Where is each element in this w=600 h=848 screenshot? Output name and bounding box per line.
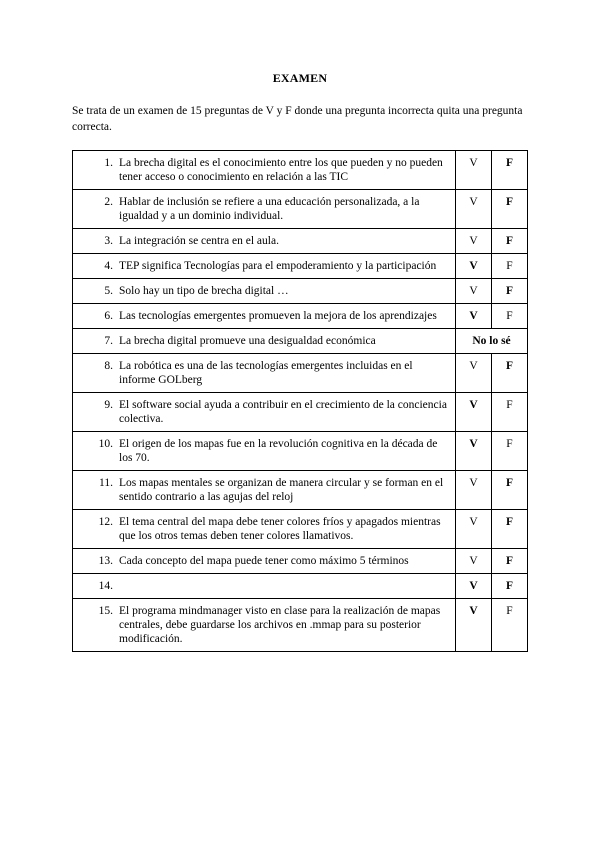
- question-number: 10.: [98, 438, 113, 450]
- question-cell: [73, 329, 456, 354]
- question-row: [73, 549, 528, 574]
- true-option[interactable]: V: [456, 432, 492, 471]
- question-row: [73, 471, 528, 510]
- question-number: 8.: [104, 360, 113, 372]
- false-option[interactable]: F: [492, 599, 528, 652]
- false-option[interactable]: F: [492, 151, 528, 190]
- question-number: 14.: [98, 580, 113, 592]
- true-option[interactable]: V: [456, 549, 492, 574]
- question-text: Hablar de inclusión se refiere a una educación personalizada, a la igualdad y a un dominio individual.: [119, 196, 420, 222]
- question-cell: [73, 471, 456, 510]
- question-cell: [73, 354, 456, 393]
- true-option[interactable]: V: [456, 190, 492, 229]
- question-number: 15.: [98, 605, 113, 617]
- question-text: La integración se centra en el aula.: [119, 235, 279, 247]
- question-number: 6.: [104, 310, 113, 322]
- question-text: Las tecnologías emergentes promueven la mejora de los aprendizajes: [119, 310, 437, 322]
- false-option[interactable]: F: [492, 354, 528, 393]
- question-cell: [73, 279, 456, 304]
- question-text: El software social ayuda a contribuir en el crecimiento de la conciencia colectiva.: [119, 399, 447, 425]
- question-number: 7.: [104, 335, 113, 347]
- true-option[interactable]: V: [456, 393, 492, 432]
- question-text: El programa mindmanager visto en clase para la realización de mapas centrales, debe guardarse los archivos en .mmap para su posterior modificación.: [119, 605, 441, 645]
- question-cell: [73, 254, 456, 279]
- question-cell: [73, 599, 456, 652]
- question-row: [73, 279, 528, 304]
- question-number: 13.: [98, 555, 113, 567]
- question-number: 3.: [104, 235, 113, 247]
- false-option[interactable]: F: [492, 510, 528, 549]
- question-row: [73, 393, 528, 432]
- false-option[interactable]: F: [492, 471, 528, 510]
- question-row: [73, 329, 528, 354]
- question-row: [73, 229, 528, 254]
- question-cell: [73, 190, 456, 229]
- question-row: [73, 304, 528, 329]
- question-text: Los mapas mentales se organizan de manera circular y se forman en el sentido contrario a las agujas del reloj: [119, 477, 444, 503]
- question-cell: [73, 229, 456, 254]
- true-option[interactable]: V: [456, 510, 492, 549]
- question-row: [73, 354, 528, 393]
- question-cell: [73, 393, 456, 432]
- true-option[interactable]: V: [456, 599, 492, 652]
- exam-title: EXAMEN: [272, 71, 328, 85]
- question-number: 4.: [104, 260, 113, 272]
- question-text: [119, 579, 449, 593]
- false-option[interactable]: F: [492, 393, 528, 432]
- false-option[interactable]: F: [492, 304, 528, 329]
- question-row: [73, 510, 528, 549]
- question-row: [73, 151, 528, 190]
- question-row: [73, 432, 528, 471]
- false-option[interactable]: F: [492, 229, 528, 254]
- question-number: 1.: [104, 157, 113, 169]
- question-cell: [73, 151, 456, 190]
- question-text: TEP significa Tecnologías para el empoderamiento y la participación: [119, 260, 437, 272]
- question-number: 2.: [104, 196, 113, 208]
- exam-intro: Se trata de un examen de 15 preguntas de V y F donde una pregunta incorrecta quita una pregunta correcta.: [72, 105, 523, 133]
- question-number: 12.: [98, 516, 113, 528]
- question-text: La robótica es una de las tecnologías emergentes incluidas en el informe GOLberg: [119, 360, 413, 386]
- true-option[interactable]: V: [456, 229, 492, 254]
- question-text: La brecha digital es el conocimiento entre los que pueden y no pueden tener acceso o conocimiento en relación a las TIC: [119, 157, 443, 183]
- question-cell: [73, 304, 456, 329]
- question-number: 9.: [104, 399, 113, 411]
- question-text: El origen de los mapas fue en la revolución cognitiva en la década de los 70.: [119, 438, 438, 464]
- question-row: [73, 599, 528, 652]
- no-lo-se-option[interactable]: No lo sé: [456, 329, 528, 354]
- question-number: 5.: [104, 285, 113, 297]
- false-option[interactable]: F: [492, 432, 528, 471]
- false-option[interactable]: F: [492, 574, 528, 599]
- true-option[interactable]: V: [456, 304, 492, 329]
- question-cell: [73, 432, 456, 471]
- question-cell: [73, 574, 456, 599]
- true-option[interactable]: V: [456, 354, 492, 393]
- question-row: [73, 574, 528, 599]
- false-option[interactable]: F: [492, 190, 528, 229]
- question-cell: [73, 549, 456, 574]
- false-option[interactable]: F: [492, 549, 528, 574]
- questions-table: [72, 150, 528, 652]
- question-text: El tema central del mapa debe tener colores fríos y apagados mientras que los otros temas deben tener colores llamativos.: [119, 516, 441, 542]
- true-option[interactable]: V: [456, 471, 492, 510]
- true-option[interactable]: V: [456, 254, 492, 279]
- question-row: [73, 254, 528, 279]
- question-number: 11.: [99, 477, 113, 489]
- question-row: [73, 190, 528, 229]
- question-text: La brecha digital promueve una desigualdad económica: [119, 335, 376, 347]
- question-text: Cada concepto del mapa puede tener como máximo 5 términos: [119, 555, 409, 567]
- true-option[interactable]: V: [456, 574, 492, 599]
- question-text: Solo hay un tipo de brecha digital …: [119, 285, 289, 297]
- false-option[interactable]: F: [492, 279, 528, 304]
- false-option[interactable]: F: [492, 254, 528, 279]
- true-option[interactable]: V: [456, 151, 492, 190]
- true-option[interactable]: V: [456, 279, 492, 304]
- question-cell: [73, 510, 456, 549]
